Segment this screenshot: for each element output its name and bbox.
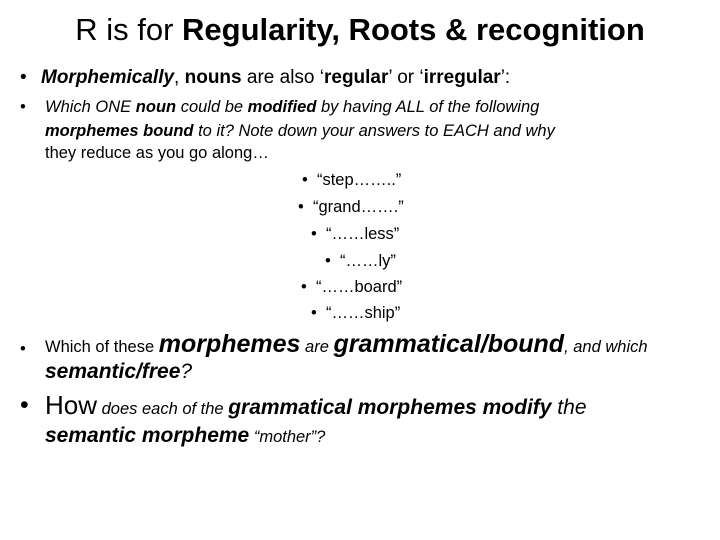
option-text: “……board” xyxy=(315,278,403,296)
text-segment: by having ALL of the following xyxy=(316,98,540,116)
bullet-dot: • xyxy=(20,340,26,358)
term-nouns: nouns xyxy=(184,67,242,88)
text-segment: could be xyxy=(176,98,248,116)
text-segment: Which ONE xyxy=(45,98,136,116)
term-morphemes: morphemes xyxy=(158,330,301,358)
question-line-2 xyxy=(45,120,555,142)
title-bold: Regularity, Roots & recognition xyxy=(182,12,645,47)
question-line-1 xyxy=(45,390,587,424)
bullet-dot: • xyxy=(311,304,317,322)
term-regular: regular xyxy=(323,67,389,88)
option-text: “step……..” xyxy=(316,171,402,189)
option-grand xyxy=(298,196,404,218)
slide-title xyxy=(0,10,720,50)
option-board xyxy=(301,276,402,298)
term-how: How xyxy=(45,390,98,420)
text-segment: Which of these xyxy=(45,338,159,356)
term-semantic-free: semantic/free xyxy=(45,360,181,383)
option-text: “grand…….” xyxy=(312,198,404,216)
term-noun: noun xyxy=(135,98,177,116)
bullet-dot: • xyxy=(311,225,317,243)
term-semantic-morpheme: semantic morpheme xyxy=(45,424,250,447)
bullet-dot: • xyxy=(20,98,26,116)
option-ship xyxy=(311,302,400,324)
text-segment: ’: xyxy=(500,67,511,88)
text-segment: , and which xyxy=(564,338,648,356)
title-prefix: R xyxy=(75,12,98,47)
bullet-dot: • xyxy=(302,171,308,189)
bullet-dot: • xyxy=(20,391,29,419)
text-segment: , xyxy=(174,67,185,88)
question-line-1 xyxy=(45,96,539,118)
term-morphemes-bound: morphemes bound xyxy=(45,122,194,140)
question-line-3: they reduce as you go along… xyxy=(45,144,269,162)
option-text: “……less” xyxy=(325,225,400,243)
bullet-dot: • xyxy=(325,252,331,270)
text-segment: are xyxy=(300,338,334,356)
option-step xyxy=(302,169,401,191)
term-irregular: irregular xyxy=(423,67,501,88)
term-morphemically: Morphemically xyxy=(41,67,175,88)
term-grammatical-morphemes-modify: grammatical morphemes modify xyxy=(228,396,552,419)
text-segment: ’ or ‘ xyxy=(388,67,424,88)
option-ly xyxy=(325,250,396,272)
title-mid: is for xyxy=(97,12,183,47)
question-line-1 xyxy=(45,332,648,359)
text-segment: ? xyxy=(180,360,193,383)
bullet-text xyxy=(41,66,510,90)
text-segment: the xyxy=(551,396,587,419)
question-line-2 xyxy=(45,359,192,385)
option-text: “……ship” xyxy=(325,304,401,322)
term-modified: modified xyxy=(247,98,317,116)
option-text: “……ly” xyxy=(339,252,396,270)
option-less xyxy=(311,223,399,245)
bullet-dot: • xyxy=(20,67,27,88)
text-segment: to it? Note down your answers to EACH and why xyxy=(193,122,555,140)
term-grammatical-bound: grammatical/bound xyxy=(333,330,565,358)
bullet-dot: • xyxy=(298,198,304,216)
text-segment: “mother”? xyxy=(249,428,326,446)
text-segment: are also ‘ xyxy=(241,67,324,88)
bullet-dot: • xyxy=(301,278,307,296)
question-line-2 xyxy=(45,422,325,451)
text-segment: does each of the xyxy=(97,400,229,418)
